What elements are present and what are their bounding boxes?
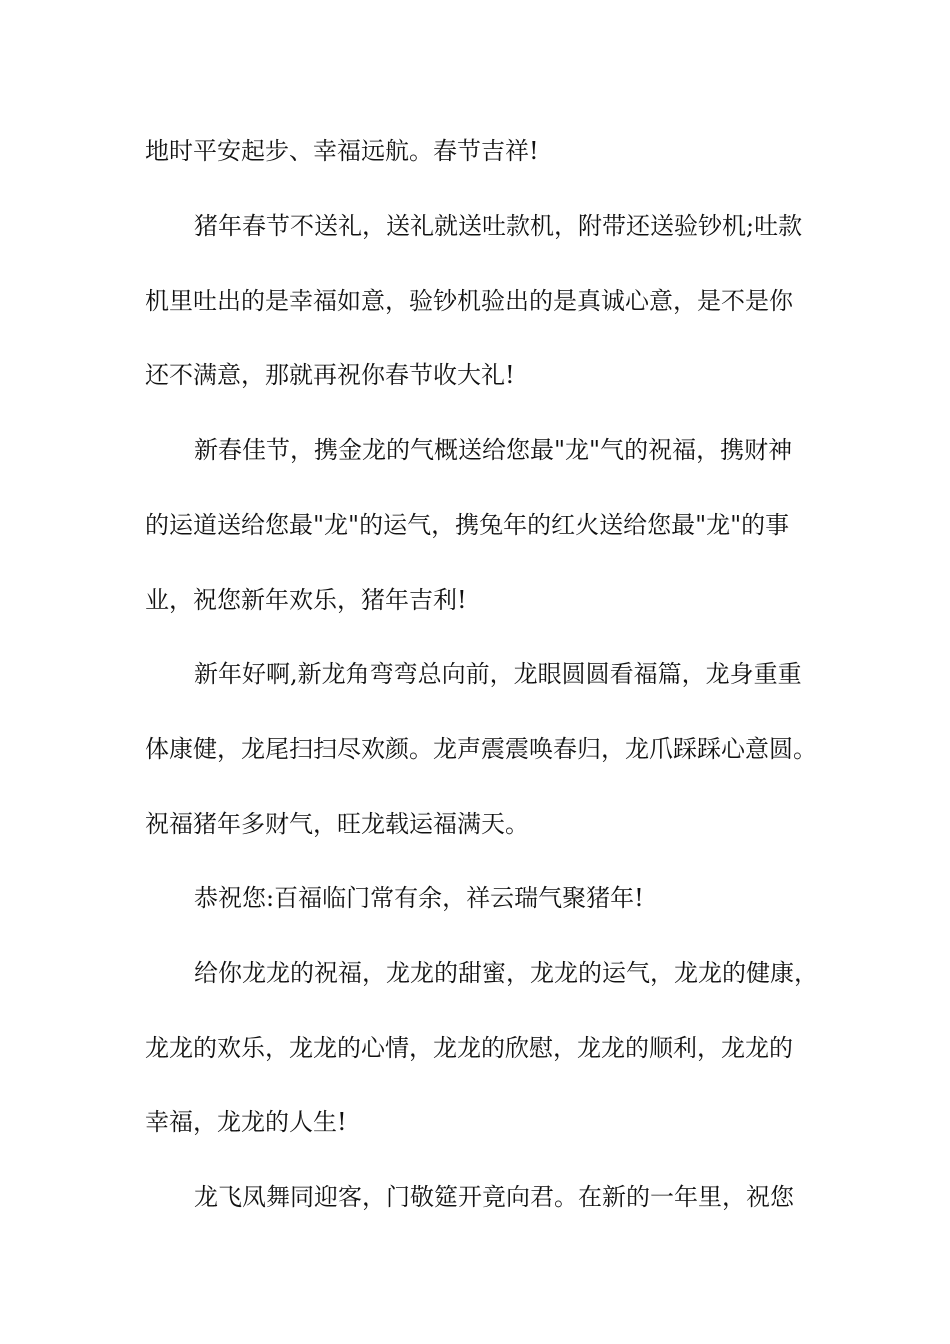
text-line: 体康健，龙尾扫扫尽欢颜。龙声震震唤春归，龙爪踩踩心意圆。: [145, 735, 817, 763]
text-line: 幸福，龙龙的人生!: [145, 1108, 347, 1136]
paragraph-first-line: 龙飞凤舞同迎客，门敬筵开竟向君。在新的一年里，祝您: [194, 1183, 794, 1211]
text-line: 的运道送给您最"龙"的运气，携兔年的红火送给您最"龙"的事: [145, 511, 790, 539]
text-line: 业，祝您新年欢乐，猪年吉利!: [145, 586, 467, 614]
text-line: 机里吐出的是幸福如意，验钞机验出的是真诚心意，是不是你: [145, 287, 793, 315]
text-line: 龙龙的欢乐，龙龙的心情，龙龙的欣慰，龙龙的顺利，龙龙的: [145, 1034, 793, 1062]
text-line: 祝福猪年多财气，旺龙载运福满天。: [145, 810, 529, 838]
paragraph-first-line: 新年好啊,新龙角弯弯总向前，龙眼圆圆看福篇，龙身重重: [194, 660, 802, 688]
paragraph-first-line: 新春佳节，携金龙的气概送给您最"龙"气的祝福，携财神: [194, 436, 793, 464]
text-line: 还不满意，那就再祝你春节收大礼!: [145, 361, 515, 389]
text-line: 地时平安起步、幸福远航。春节吉祥!: [145, 137, 539, 165]
paragraph-first-line: 给你龙龙的祝福，龙龙的甜蜜，龙龙的运气，龙龙的健康，: [194, 959, 818, 987]
paragraph-first-line: 猪年春节不送礼，送礼就送吐款机，附带还送验钞机;吐款: [194, 212, 803, 240]
paragraph-first-line: 恭祝您:百福临门常有余，祥云瑞气聚猪年!: [194, 884, 644, 912]
